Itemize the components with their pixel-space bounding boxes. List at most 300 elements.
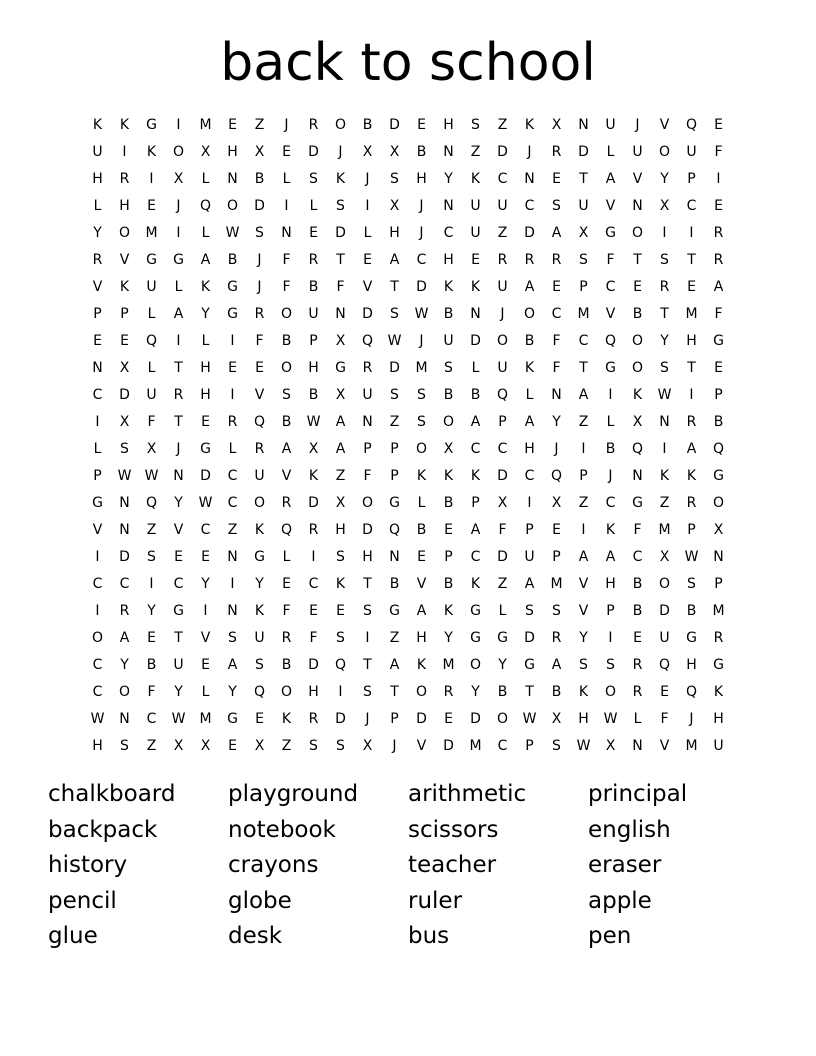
- grid-row: [84, 517, 732, 544]
- grid-letter: W: [414, 306, 429, 322]
- grid-letter: K: [524, 360, 535, 376]
- grid-letter: X: [335, 495, 346, 511]
- grid-letter: E: [336, 603, 345, 619]
- grid-letter: F: [498, 522, 507, 538]
- grid-letter: E: [444, 711, 453, 727]
- grid-letter: I: [230, 387, 235, 403]
- grid-letter: G: [713, 333, 724, 349]
- grid-letter: N: [632, 198, 643, 214]
- grid-letter: G: [470, 603, 481, 619]
- grid-letter: I: [149, 576, 154, 592]
- grid-letter: A: [227, 657, 238, 673]
- grid-letter: X: [200, 144, 211, 160]
- grid-letter: Z: [497, 225, 508, 241]
- word-list-item: backpack: [48, 816, 158, 843]
- grid-letter: L: [93, 441, 102, 457]
- grid-letter: R: [119, 603, 130, 619]
- grid-letter: L: [147, 360, 156, 376]
- grid-letter: Z: [227, 522, 238, 538]
- grid-letter: O: [280, 306, 293, 322]
- grid-letter: V: [416, 576, 427, 592]
- grid-letter: G: [632, 495, 643, 511]
- grid-letter: G: [605, 225, 616, 241]
- grid-letter: S: [363, 684, 372, 700]
- grid-letter: I: [284, 198, 289, 214]
- grid-letter: W: [306, 414, 321, 430]
- grid-letter: U: [146, 279, 157, 295]
- grid-letter: C: [551, 306, 562, 322]
- grid-letter: L: [282, 549, 291, 565]
- grid-letter: X: [335, 333, 346, 349]
- grid-letter: I: [95, 414, 100, 430]
- grid-letter: O: [523, 306, 536, 322]
- grid-letter: B: [686, 603, 697, 619]
- grid-letter: G: [200, 441, 211, 457]
- grid-letter: I: [689, 225, 694, 241]
- grid-letter: E: [714, 198, 723, 214]
- grid-letter: G: [335, 360, 346, 376]
- word-column: [228, 777, 408, 955]
- grid-letter: F: [147, 414, 156, 430]
- grid-letter: B: [443, 306, 454, 322]
- grid-letter: X: [335, 387, 346, 403]
- grid-letter: G: [605, 360, 616, 376]
- grid-letter: Y: [552, 414, 561, 430]
- grid-letter: U: [632, 144, 643, 160]
- grid-letter: P: [390, 468, 399, 484]
- grid-letter: K: [470, 576, 481, 592]
- grid-letter: F: [633, 522, 642, 538]
- grid-letter: K: [713, 684, 724, 700]
- grid-letter: B: [551, 684, 562, 700]
- grid-letter: R: [524, 252, 535, 268]
- grid-letter: A: [686, 441, 697, 457]
- grid-letter: L: [606, 144, 615, 160]
- grid-letter: T: [174, 630, 183, 646]
- grid-letter: S: [552, 198, 561, 214]
- grid-letter: B: [254, 171, 265, 187]
- grid-letter: E: [633, 279, 642, 295]
- grid-letter: C: [686, 198, 697, 214]
- grid-row: [84, 328, 732, 355]
- grid-letter: C: [227, 495, 238, 511]
- grid-letter: H: [605, 576, 616, 592]
- grid-letter: R: [92, 252, 103, 268]
- grid-letter: I: [95, 603, 100, 619]
- grid-letter: O: [442, 414, 455, 430]
- grid-letter: F: [309, 630, 318, 646]
- grid-letter: E: [93, 333, 102, 349]
- grid-letter: K: [335, 171, 346, 187]
- grid-letter: N: [632, 468, 643, 484]
- grid-letter: S: [147, 549, 156, 565]
- grid-letter: S: [444, 360, 453, 376]
- grid-letter: E: [633, 630, 642, 646]
- grid-letter: G: [686, 630, 697, 646]
- grid-letter: C: [308, 576, 319, 592]
- grid-row: [84, 382, 732, 409]
- grid-letter: D: [362, 306, 373, 322]
- grid-letter: K: [119, 117, 130, 133]
- grid-letter: Q: [496, 387, 509, 403]
- grid-letter: A: [470, 414, 481, 430]
- grid-letter: R: [173, 387, 184, 403]
- grid-letter: S: [390, 387, 399, 403]
- grid-letter: X: [497, 495, 508, 511]
- grid-letter: L: [201, 333, 210, 349]
- grid-letter: I: [149, 171, 154, 187]
- grid-letter: D: [524, 225, 535, 241]
- grid-row: [84, 355, 732, 382]
- grid-letter: A: [551, 225, 562, 241]
- grid-letter: G: [713, 657, 724, 673]
- grid-letter: L: [201, 171, 210, 187]
- grid-letter: B: [632, 576, 643, 592]
- grid-letter: G: [173, 603, 184, 619]
- grid-letter: R: [254, 441, 265, 457]
- grid-letter: E: [255, 360, 264, 376]
- grid-letter: E: [201, 549, 210, 565]
- grid-letter: S: [336, 738, 345, 754]
- grid-letter: H: [416, 171, 427, 187]
- grid-letter: C: [497, 171, 508, 187]
- grid-letter: K: [659, 468, 670, 484]
- grid-letter: H: [443, 117, 454, 133]
- grid-letter: K: [281, 711, 292, 727]
- grid-letter: L: [147, 306, 156, 322]
- grid-letter: A: [605, 549, 616, 565]
- word-list-item: chalkboard: [48, 781, 176, 807]
- grid-row: [84, 247, 732, 274]
- grid-letter: F: [606, 252, 615, 268]
- grid-letter: X: [362, 144, 373, 160]
- grid-letter: W: [576, 738, 591, 754]
- grid-letter: A: [578, 387, 589, 403]
- grid-letter: Q: [334, 657, 347, 673]
- grid-letter: W: [144, 468, 159, 484]
- grid-letter: K: [470, 279, 481, 295]
- grid-letter: Q: [658, 657, 671, 673]
- grid-letter: E: [309, 603, 318, 619]
- grid-letter: K: [470, 171, 481, 187]
- grid-letter: J: [257, 252, 262, 268]
- grid-letter: E: [552, 522, 561, 538]
- grid-letter: L: [471, 360, 480, 376]
- grid-letter: N: [632, 738, 643, 754]
- grid-letter: F: [363, 468, 372, 484]
- grid-letter: Z: [497, 117, 508, 133]
- grid-letter: B: [281, 657, 292, 673]
- word-list-item: arithmetic: [408, 781, 527, 807]
- grid-letter: L: [228, 441, 237, 457]
- grid-letter: A: [119, 630, 130, 646]
- grid-letter: U: [497, 198, 508, 214]
- grid-letter: Y: [579, 630, 588, 646]
- grid-row: [84, 274, 732, 301]
- grid-letter: S: [120, 441, 129, 457]
- grid-letter: E: [174, 549, 183, 565]
- grid-letter: Q: [361, 333, 374, 349]
- word-list-item: bus: [408, 923, 450, 949]
- grid-letter: F: [147, 684, 156, 700]
- grid-letter: Y: [228, 684, 237, 700]
- grid-letter: J: [689, 711, 694, 727]
- grid-letter: D: [416, 711, 427, 727]
- grid-letter: S: [579, 252, 588, 268]
- grid-letter: S: [120, 738, 129, 754]
- word-list-item: glue: [48, 923, 98, 949]
- grid-letter: Y: [147, 603, 156, 619]
- grid-letter: C: [497, 738, 508, 754]
- grid-letter: O: [361, 495, 374, 511]
- grid-letter: H: [335, 522, 346, 538]
- grid-row: [84, 571, 732, 598]
- grid-letter: E: [714, 360, 723, 376]
- grid-letter: Q: [388, 522, 401, 538]
- grid-letter: V: [632, 171, 643, 187]
- grid-letter: C: [146, 711, 157, 727]
- grid-letter: T: [363, 657, 372, 673]
- grid-letter: F: [255, 333, 264, 349]
- grid-letter: N: [524, 171, 535, 187]
- grid-letter: O: [496, 333, 509, 349]
- grid-letter: B: [308, 387, 319, 403]
- word-list-item: globe: [228, 887, 292, 914]
- grid-letter: L: [201, 684, 210, 700]
- grid-letter: C: [524, 198, 535, 214]
- grid-letter: A: [524, 279, 535, 295]
- grid-letter: M: [469, 738, 482, 754]
- grid-letter: S: [660, 360, 669, 376]
- grid-letter: S: [525, 603, 534, 619]
- grid-letter: X: [389, 144, 400, 160]
- grid-letter: G: [146, 252, 157, 268]
- grid-letter: U: [470, 225, 481, 241]
- grid-letter: O: [226, 198, 239, 214]
- grid-letter: X: [632, 414, 643, 430]
- grid-letter: D: [308, 144, 319, 160]
- grid-letter: D: [119, 549, 130, 565]
- grid-letter: T: [174, 414, 183, 430]
- grid-row: [84, 301, 732, 328]
- grid-letter: W: [90, 711, 105, 727]
- grid-letter: X: [659, 549, 670, 565]
- grid-letter: S: [309, 171, 318, 187]
- grid-letter: V: [92, 279, 103, 295]
- grid-letter: Z: [497, 576, 508, 592]
- grid-letter: Y: [660, 333, 669, 349]
- grid-letter: H: [713, 711, 724, 727]
- grid-letter: B: [389, 576, 400, 592]
- grid-letter: B: [443, 576, 454, 592]
- grid-letter: I: [176, 225, 181, 241]
- grid-letter: K: [200, 279, 211, 295]
- grid-letter: R: [632, 684, 643, 700]
- grid-letter: A: [524, 414, 535, 430]
- grid-letter: S: [471, 117, 480, 133]
- grid-letter: E: [687, 279, 696, 295]
- grid-letter: H: [686, 333, 697, 349]
- grid-letter: J: [392, 738, 397, 754]
- grid-letter: S: [228, 630, 237, 646]
- grid-letter: Q: [604, 333, 617, 349]
- grid-letter: U: [308, 306, 319, 322]
- grid-letter: V: [281, 468, 292, 484]
- grid-letter: H: [92, 171, 103, 187]
- grid-letter: B: [227, 252, 238, 268]
- grid-letter: C: [524, 468, 535, 484]
- grid-letter: G: [173, 252, 184, 268]
- grid-letter: G: [254, 549, 265, 565]
- grid-letter: Q: [550, 468, 563, 484]
- grid-letter: B: [470, 387, 481, 403]
- grid-letter: E: [471, 252, 480, 268]
- word-list-item: desk: [228, 923, 283, 949]
- grid-letter: Y: [93, 225, 102, 241]
- grid-letter: N: [362, 414, 373, 430]
- word-list-item: notebook: [228, 816, 336, 843]
- grid-letter: H: [308, 360, 319, 376]
- grid-letter: Y: [120, 657, 129, 673]
- grid-letter: E: [714, 117, 723, 133]
- grid-letter: E: [660, 684, 669, 700]
- grid-letter: P: [687, 522, 696, 538]
- grid-letter: E: [201, 657, 210, 673]
- grid-letter: X: [254, 738, 265, 754]
- grid-letter: Z: [389, 414, 400, 430]
- grid-letter: X: [578, 225, 589, 241]
- grid-letter: K: [92, 117, 103, 133]
- grid-letter: R: [551, 252, 562, 268]
- grid-letter: R: [551, 630, 562, 646]
- grid-letter: S: [255, 657, 264, 673]
- grid-letter: G: [524, 657, 535, 673]
- grid-letter: T: [363, 576, 372, 592]
- grid-letter: E: [282, 144, 291, 160]
- grid-letter: E: [552, 171, 561, 187]
- grid-letter: U: [362, 387, 373, 403]
- grid-letter: U: [524, 549, 535, 565]
- grid-letter: L: [93, 198, 102, 214]
- grid-letter: P: [606, 603, 615, 619]
- grid-letter: K: [335, 576, 346, 592]
- grid-letter: S: [606, 657, 615, 673]
- grid-letter: E: [147, 198, 156, 214]
- grid-letter: V: [605, 306, 616, 322]
- grid-letter: C: [578, 333, 589, 349]
- grid-letter: Q: [253, 414, 266, 430]
- grid-letter: E: [309, 225, 318, 241]
- grid-letter: D: [497, 144, 508, 160]
- grid-letter: J: [257, 279, 262, 295]
- grid-letter: E: [282, 576, 291, 592]
- grid-letter: R: [227, 414, 238, 430]
- grid-letter: O: [631, 333, 644, 349]
- grid-letter: B: [443, 495, 454, 511]
- grid-letter: V: [605, 198, 616, 214]
- grid-letter: A: [470, 522, 481, 538]
- grid-letter: V: [200, 630, 211, 646]
- grid-letter: U: [443, 333, 454, 349]
- word-list-item: scissors: [408, 816, 499, 843]
- grid-letter: A: [416, 603, 427, 619]
- grid-letter: A: [173, 306, 184, 322]
- grid-letter: J: [419, 333, 424, 349]
- grid-letter: C: [200, 522, 211, 538]
- grid-letter: E: [147, 630, 156, 646]
- grid-letter: C: [227, 468, 238, 484]
- grid-letter: V: [119, 252, 130, 268]
- grid-letter: V: [659, 117, 670, 133]
- grid-letter: W: [603, 711, 618, 727]
- grid-letter: X: [605, 738, 616, 754]
- grid-letter: B: [632, 603, 643, 619]
- grid-letter: W: [522, 711, 537, 727]
- grid-letter: X: [173, 171, 184, 187]
- grid-letter: D: [119, 387, 130, 403]
- grid-letter: S: [552, 603, 561, 619]
- grid-letter: S: [336, 630, 345, 646]
- grid-letter: A: [524, 576, 535, 592]
- grid-letter: V: [578, 603, 589, 619]
- grid-letter: E: [417, 549, 426, 565]
- word-column: [48, 777, 228, 955]
- grid-letter: O: [91, 630, 104, 646]
- grid-letter: S: [579, 657, 588, 673]
- grid-letter: U: [497, 360, 508, 376]
- grid-letter: B: [632, 306, 643, 322]
- grid-letter: D: [524, 630, 535, 646]
- grid-letter: W: [171, 711, 186, 727]
- grid-letter: P: [579, 279, 588, 295]
- grid-letter: N: [92, 360, 103, 376]
- grid-letter: I: [176, 117, 181, 133]
- grid-letter: P: [390, 441, 399, 457]
- grid-letter: N: [119, 522, 130, 538]
- grid-letter: V: [659, 738, 670, 754]
- grid-letter: T: [687, 360, 696, 376]
- grid-letter: T: [390, 279, 399, 295]
- grid-letter: I: [716, 171, 721, 187]
- grid-letter: M: [577, 306, 590, 322]
- grid-letter: Y: [471, 684, 480, 700]
- grid-letter: L: [201, 225, 210, 241]
- grid-letter: S: [552, 738, 561, 754]
- grid-letter: W: [198, 495, 213, 511]
- grid-letter: N: [443, 144, 454, 160]
- grid-letter: M: [442, 657, 455, 673]
- grid-letter: M: [199, 117, 212, 133]
- grid-letter: I: [230, 333, 235, 349]
- grid-letter: U: [146, 387, 157, 403]
- grid-letter: Y: [444, 630, 453, 646]
- grid-letter: A: [605, 171, 616, 187]
- grid-letter: H: [686, 657, 697, 673]
- grid-letter: H: [389, 225, 400, 241]
- grid-letter: G: [389, 495, 400, 511]
- grid-letter: D: [335, 711, 346, 727]
- word-list-item: ruler: [408, 887, 463, 914]
- word-list-item: playground: [228, 781, 359, 807]
- grid-letter: D: [308, 657, 319, 673]
- grid-letter: V: [254, 387, 265, 403]
- grid-letter: C: [605, 495, 616, 511]
- grid-letter: T: [633, 252, 642, 268]
- grid-letter: N: [389, 549, 400, 565]
- grid-letter: A: [200, 252, 211, 268]
- grid-letter: Q: [145, 495, 158, 511]
- grid-letter: N: [713, 549, 724, 565]
